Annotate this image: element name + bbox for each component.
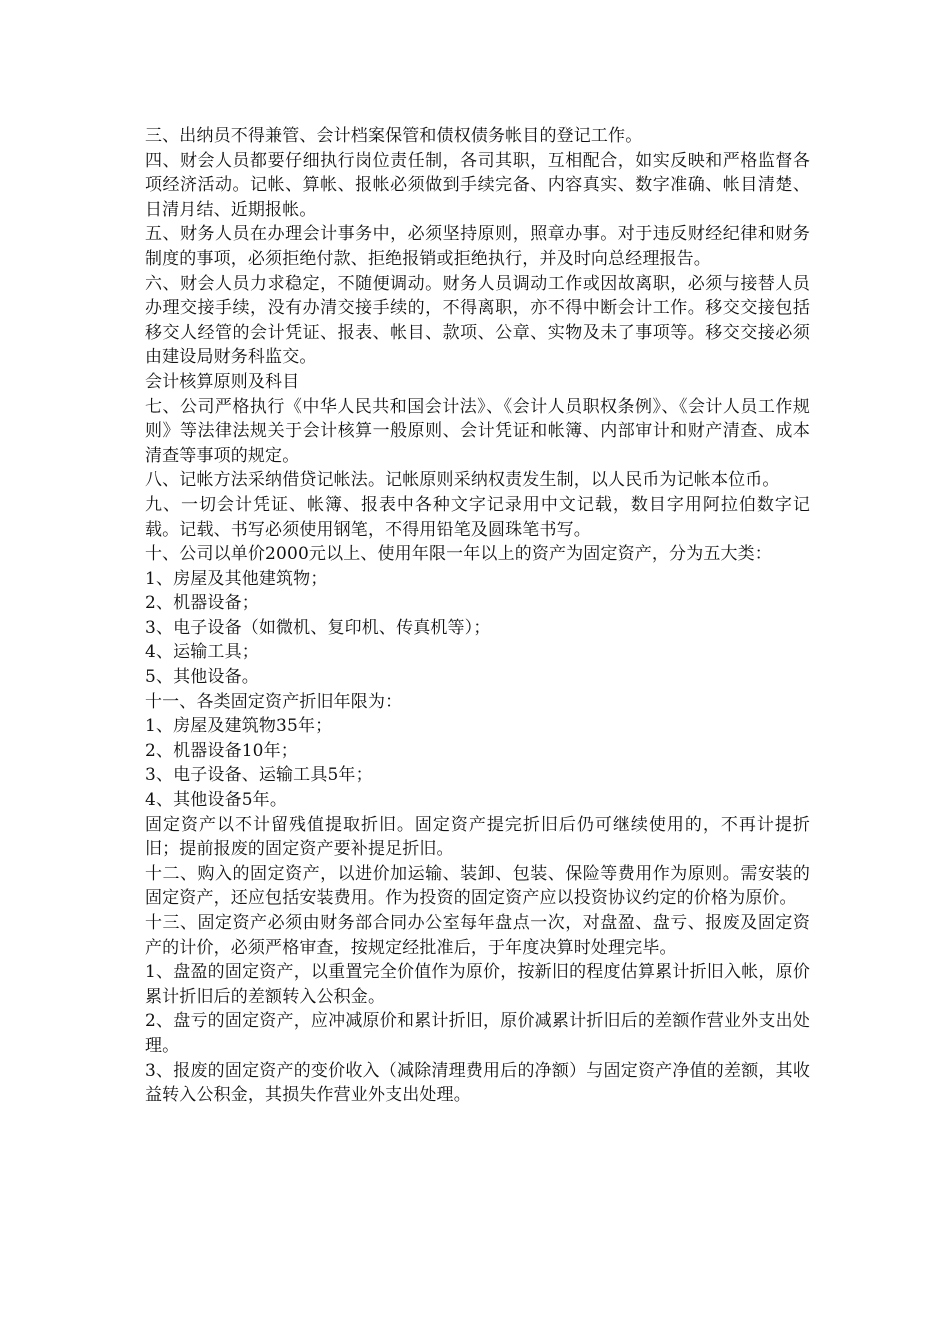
paragraph: 六、财会人员力求稳定，不随便调动。财务人员调动工作或因故离职，必须与接替人员办理交接手续，没有办清交接手续的，不得离职，亦不得中断会计工作。移交交接包括移交人经管的会计凭证、报表、帐目、款项、公章、实物及未了事项等。移交交接必须由建设局财务科监交。 xyxy=(145,273,810,368)
list-item: 4、其他设备5年。 xyxy=(145,790,287,811)
list-item: 3、电子设备、运输工具5年； xyxy=(145,765,373,786)
list-item: 1、盘盈的固定资产，以重置完全价值作为原价，按新旧的程度估算累计折旧入帐，原价累计折旧后的差额转入公积金。 xyxy=(145,962,810,1007)
paragraph: 十三、固定资产必须由财务部合同办公室每年盘点一次，对盘盈、盘亏、报废及固定资产的计价，必须严格审查，按规定经批准后，于年度决算时处理完毕。 xyxy=(145,913,810,958)
list-item: 1、房屋及建筑物35年； xyxy=(145,716,333,737)
list-item: 2、机器设备10年； xyxy=(145,740,298,761)
list-item: 2、盘亏的固定资产，应冲减原价和累计折旧，原价减累计折旧后的差额作营业外支出处理。 xyxy=(145,1011,810,1056)
paragraph: 四、财会人员都要仔细执行岗位责任制，各司其职，互相配合，如实反映和严格监督各项经济活动。记帐、算帐、报帐必须做到手续完备、内容真实、数字准确、帐目清楚、日清月结、近期报帐。 xyxy=(145,150,810,220)
paragraph: 三、出纳员不得兼管、会计档案保管和债权债务帐目的登记工作。 xyxy=(145,126,643,146)
list-item: 2、机器设备； xyxy=(145,593,259,614)
section-heading: 会计核算原则及科目 xyxy=(145,371,300,392)
paragraph: 八、记帐方法采纳借贷记帐法。记帐原则采纳权责发生制，以人民币为记帐本位币。 xyxy=(145,470,780,491)
paragraph: 十、公司以单价2000元以上、使用年限一年以上的资产为固定资产，分为五大类： xyxy=(145,544,772,565)
list-item: 1、房屋及其他建筑物； xyxy=(145,568,328,589)
list-item: 3、报废的固定资产的变价收入（减除清理费用后的净额）与固定资产净值的差额，其收益转入公积金，其损失作营业外支出处理。 xyxy=(145,1060,810,1106)
list-item: 3、电子设备（如微机、复印机、传真机等）； xyxy=(145,617,491,638)
paragraph: 十二、购入的固定资产，以进价加运输、装卸、包装、保险等费用作为原则。需安装的固定资产，还应包括安装费用。作为投资的固定资产应以投资协议约定的价格为原价。 xyxy=(145,863,810,909)
paragraph: 七、公司严格执行《中华人民共和国会计法》、《会计人员职权条例》、《会计人员工作规则》等法律法规关于会计核算一般原则、会计凭证和帐簿、内部审计和财产清查、成本清查等事项的规定。 xyxy=(145,396,810,466)
list-item: 4、运输工具； xyxy=(145,642,259,663)
paragraph: 五、财务人员在办理会计事务中，必须坚持原则，照章办事。对于违反财经纪律和财务制度的事项，必须拒绝付款、拒绝报销或拒绝执行，并及时向总经理报告。 xyxy=(145,224,810,269)
list-item: 5、其他设备。 xyxy=(145,667,259,688)
paragraph: 十一、各类固定资产折旧年限为： xyxy=(145,691,403,712)
paragraph: 九、一切会计凭证、帐簿、报表中各种文字记录用中文记载，数目字用阿拉伯数字记载。记载、书写必须使用钢笔，不得用铅笔及圆珠笔书写。 xyxy=(145,494,810,540)
document-body xyxy=(145,124,810,1108)
paragraph: 固定资产以不计留残值提取折旧。固定资产提完折旧后仍可继续使用的，不再计提折旧；提前报废的固定资产要补提足折旧。 xyxy=(145,814,810,860)
